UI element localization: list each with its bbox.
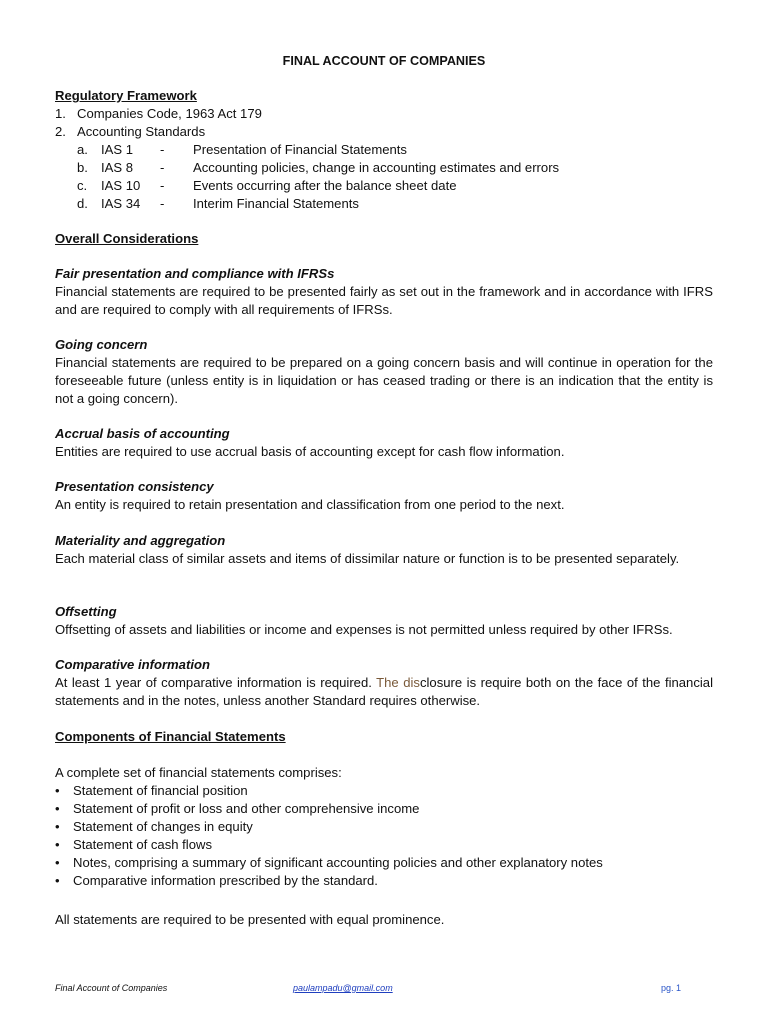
standard-letter: d. (77, 196, 88, 211)
numbered-item (55, 105, 713, 123)
standard-item (55, 141, 713, 159)
components-heading: Components of Financial Statements (55, 729, 286, 744)
list-item-text: Statement of financial position (73, 783, 248, 798)
overall-considerations-heading: Overall Considerations (55, 231, 199, 246)
item-number: 2. (55, 124, 66, 139)
section-presentation-consistency (55, 478, 713, 514)
list-item-text: Notes, comprising a summary of significant accounting policies and other explanatory notes (73, 855, 603, 870)
list-item (55, 782, 713, 800)
body-text: closure is require both on the face of the financial statements and in the notes, unless another Standard requires otherwise. (55, 675, 713, 708)
section-title: Presentation consistency (55, 479, 214, 494)
standard-description: Presentation of Financial Statements (193, 142, 407, 157)
bullet-icon: • (55, 873, 60, 888)
section-fair-presentation (55, 265, 713, 319)
body-text: At least 1 year of comparative information is required. (55, 675, 377, 690)
standard-dash: - (160, 196, 165, 211)
standard-item (55, 195, 713, 213)
section-comparative-information (55, 656, 713, 710)
list-item (55, 872, 713, 890)
standard-description: Accounting policies, change in accounting estimates and errors (193, 160, 560, 175)
bullet-icon: • (55, 819, 60, 834)
standard-item (55, 177, 713, 195)
document-page (55, 0, 713, 1024)
standard-dash: - (160, 142, 165, 157)
section-body: Offsetting of assets and liabilities or income and expenses is not permitted unless required by other IFRSs. (55, 622, 673, 637)
section-title: Comparative information (55, 657, 210, 672)
item-text: Accounting Standards (77, 124, 206, 139)
standard-code: IAS 34 (101, 196, 141, 211)
section-body: An entity is required to retain presentation and classification from one period to the next. (55, 497, 565, 512)
list-item (55, 818, 713, 836)
item-text: Companies Code, 1963 Act 179 (77, 106, 262, 121)
section-title: Going concern (55, 337, 148, 352)
section-title: Offsetting (55, 604, 117, 619)
section-title: Fair presentation and compliance with IFRSs (55, 266, 335, 281)
list-item-text: Statement of profit or loss and other comprehensive income (73, 801, 420, 816)
bullet-icon: • (55, 855, 60, 870)
list-item (55, 854, 713, 872)
regulatory-framework-section (55, 87, 713, 213)
list-item-text: Statement of cash flows (73, 837, 213, 852)
standard-code: IAS 1 (101, 142, 134, 157)
numbered-item (55, 123, 713, 141)
standard-item (55, 159, 713, 177)
document-title: FINAL ACCOUNT OF COMPANIES (282, 54, 486, 68)
components-intro: A complete set of financial statements comprises: (55, 765, 342, 780)
bullet-icon: • (55, 837, 60, 852)
section-title: Accrual basis of accounting (55, 426, 230, 441)
regulatory-framework-heading: Regulatory Framework (55, 88, 197, 103)
standard-dash: - (160, 160, 165, 175)
list-item-text: Comparative information prescribed by the standard. (73, 873, 378, 888)
footer-document-name: Final Account of Companies (55, 983, 168, 993)
highlighted-text: The dis (376, 675, 420, 690)
standard-description: Events occurring after the balance sheet date (193, 178, 457, 193)
bullet-icon: • (55, 783, 60, 798)
standard-code: IAS 8 (101, 160, 134, 175)
item-number: 1. (55, 106, 66, 121)
standard-code: IAS 10 (101, 178, 141, 193)
components-list-section (55, 764, 713, 890)
section-body: Financial statements are required to be prepared on a going concern basis and will continue in operation for the foreseeable future (unless entity is in liquidation or has ceased trading or there is an indication that the entity is not a going concern). (55, 355, 713, 406)
closing-statement: All statements are required to be presented with equal prominence. (55, 912, 445, 927)
standard-letter: c. (77, 178, 88, 193)
section-accrual-basis (55, 425, 713, 461)
list-item-text: Statement of changes in equity (73, 819, 253, 834)
section-title: Materiality and aggregation (55, 533, 226, 548)
section-body: Each material class of similar assets and items of dissimilar nature or function is to be presented separately. (55, 551, 680, 566)
section-offsetting (55, 603, 713, 639)
section-body (55, 674, 713, 710)
standard-description: Interim Financial Statements (193, 196, 359, 211)
footer-email-link[interactable]: paulampadu@gmail.com (293, 983, 393, 993)
standard-letter: b. (77, 160, 88, 175)
section-body: Entities are required to use accrual basis of accounting except for cash flow information. (55, 444, 565, 459)
section-materiality (55, 532, 713, 568)
list-item (55, 836, 713, 854)
bullet-icon: • (55, 801, 60, 816)
standard-letter: a. (77, 142, 88, 157)
footer-page-number: pg. 1 (661, 983, 682, 993)
list-item (55, 800, 713, 818)
standard-dash: - (160, 178, 165, 193)
section-going-concern (55, 336, 713, 408)
section-body: Financial statements are required to be presented fairly as set out in the framework and in accordance with IFRS and are required to comply with all requirements of IFRSs. (55, 284, 713, 317)
